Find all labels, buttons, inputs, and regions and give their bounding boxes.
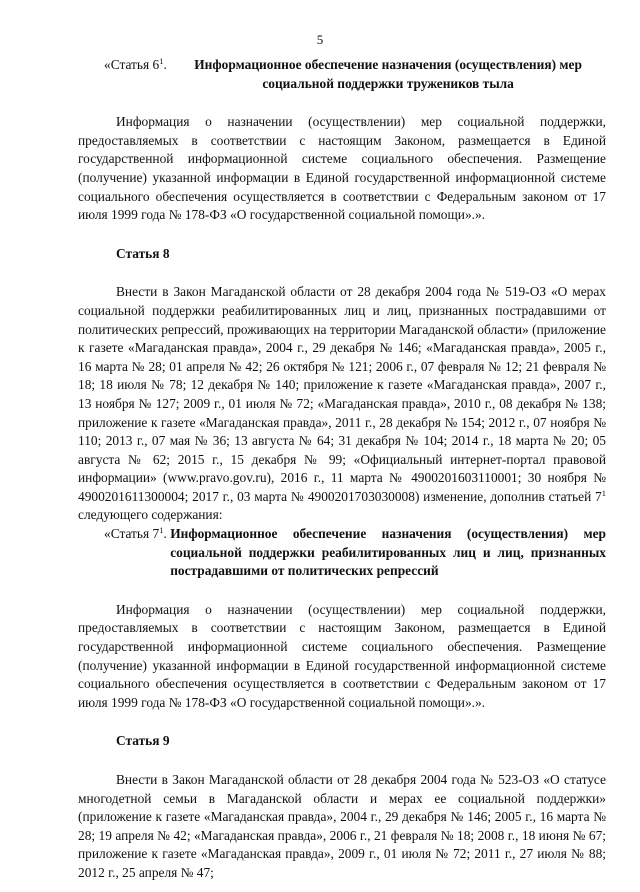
article-6-1-text: Информация о назначении (осуществлении) мер социальной поддержки, предоставляемых в соответствии с настоящим Законом, размещается в Единой государственной информационной системе социального обеспечения. Размещение (получение) указанной информации в Единой государственной информационной системе социального обеспечения осуществляется в соответствии с Федеральным законом от 17 июля 1999 года № 178-ФЗ «О государственной социальной помощи».».: [78, 114, 606, 223]
article-6-1-label: «Статья $6^1$.: [104, 56, 167, 72]
article-6-1-title: Информационное обеспечение назначения (осуществления) мер социальной поддержки тружеников тыла: [194, 57, 582, 91]
article-9-text: Внести в Закон Магаданской области от 28 декабря 2004 года № 523-ОЗ «О статусе многодетной семьи в Магаданской области и мерах ее социальной поддержки» (приложение к газете «Магаданская правда», 2004 г., 29 декабря № 146; 2005 г., 16 марта № 28; 19 апреля № 42; «Магаданская правда», 2006 г., 21 февраля № 18; 2008 г., 18 июня № 67; приложение к газете «Магаданская правда», 2009 г., 01 июля № 72; 2011 г., 27 июля № 88; 2012 г., 25 апреля № 47;: [78, 772, 606, 880]
article-8-text: Внести в Закон Магаданской области от 28 декабря 2004 года № 519-ОЗ «О мерах социальной поддержки реабилитированных лиц и лиц, признанных пострадавшими от политических репрессий, проживающих на территории Магаданской области» (приложение к газете «Магаданская правда», 2004 г., 29 декабря № 146; «Магаданская правда», 2005 г., 16 марта № 28; 01 апреля № 42; 26 октября № 121; 2006 г., 07 февраля № 12; 21 февраля № 18; 18 июля № 78; 12 декабря № 140; приложение к газете «Магаданская правда», 2007 г., 13 ноября № 127; 2009 г., 01 июля № 72; «Магаданская правда», 2010 г., 08 декабря № 138; приложение к газете «Магаданская правда», 2011 г., 28 декабря № 154; 2012 г., 07 ноября № 110; 2013 г., 07 мая № 36; 13 августа № 64; 31 декабря № 104; 2014 г., 18 марта № 20; 05 августа № 62; 2015 г., 15 декабря № 99; «Официальный интернет-портал правовой информации» (www.pravo.gov.ru), 2016 г., 11 марта № 4900201603110001; 30 ноября № 4900201611300004; 2017 г., 03 марта № 4900201703030008) изменение, дополнив статьей $7^1$ следующего содержания:: [78, 284, 606, 523]
article-9-heading: Статья 9: [116, 733, 170, 749]
article-7-1-label: «Статья $7^1$.: [104, 525, 171, 542]
article-8-heading: Статья 8: [116, 245, 170, 261]
article-7-1-text: Информация о назначении (осуществлении) мер социальной поддержки, предоставляемых в соответствии с настоящим Законом, размещается в Единой государственной информационной системе социального обеспечения. Размещение (получение) указанной информации в Единой государственной информационной системе социального обеспечения осуществляется в соответствии с Федеральным законом от 17 июля 1999 года № 178-ФЗ «О государственной социальной помощи».».: [78, 601, 606, 710]
article-7-1-title: Информационное обеспечение назначения (осуществления) мер социальной поддержки реабилитированных лиц и лиц, признанных пострадавшими от политических репрессий: [170, 526, 606, 579]
page-number: 5: [316, 32, 324, 47]
article-6-1-heading: [78, 56, 606, 93]
document-body: [78, 56, 606, 883]
article-7-1-heading: [78, 525, 606, 581]
